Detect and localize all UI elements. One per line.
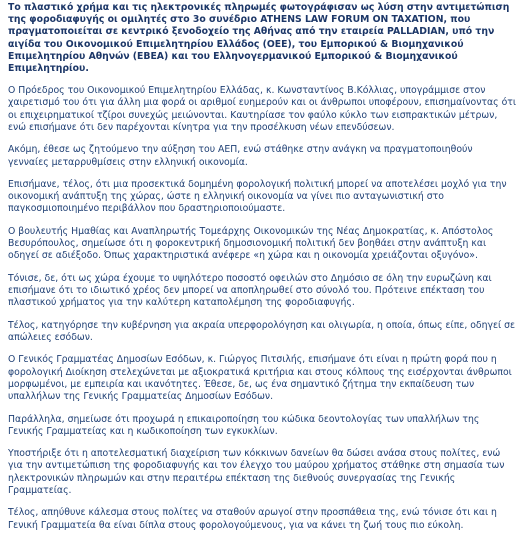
article xyxy=(8,2,516,542)
paragraph: Ο βουλευτής Ημαθίας και Αναπληρωτής Τομεάρχης Οικονομικών της Νέας Δημοκρατίας, κ. Απόστολος Βεσυρόπουλος, σημείωσε ότι η φοροκεντρική δημοσιονομική πολιτική δεν βοηθάει στην ανάπτυξη και οδηγεί σε αδιέξοδο. Όπως χαρακτηριστικά ανέφερε «η χώρα και η οικονομία χρειάζονται οξυγόνο». xyxy=(8,225,494,262)
article-lead: Το πλαστικό χρήμα και τις ηλεκτρονικές πληρωμές φωτογράφισαν ως λύση στην αντιμετώπιση της φοροδιαφυγής οι ομιλητές στο 3ο συνέδριο ATHENS LAW FORUM ON TAXATION, που πραγματοποιείται σε κεντρικό ξενοδοχείο της Αθήνας από την εταιρεία PALLADIAN, υπό την αιγίδα του Οικονομικού Επιμελητηρίου Ελλάδος (ΟΕΕ), του Εμπορικού & Βιομηχανικού Επιμελητηρίου Αθηνών (ΕΒΕΑ) και του Ελληνογερμανικού Εμπορικού & Βιομηχανικού Επιμελητηρίου. xyxy=(8,2,510,75)
paragraph: Τέλος, κατηγόρησε την κυβέρνηση για ακραία υπερφορολόγηση και ολιγωρία, η οποία, όπως είπε, οδηγεί σε απώλειες εσόδων. xyxy=(8,319,516,343)
paragraph: Τόνισε, δε, ότι ως χώρα έχουμε το υψηλότερο ποσοστό οφειλών στο Δημόσιο σε όλη την ευρωζώνη και επισήμανε ότι το ιδιωτικό χρέος δεν μπορεί να αποπληρωθεί στο σύνολό του. Πρότεινε επέκταση του πλαστικού χρήματος για την καλύτερη καταπολέμηση της φοροδιαφυγής. xyxy=(8,272,492,309)
paragraph: Τέλος, απηύθυνε κάλεσμα στους πολίτες να σταθούν αρωγοί στην προσπάθεια της, ενώ τόνισε ότι και η Γενική Γραμματεία θα είναι δίπλα στους φορολογούμενους, για να κάνει τη ζωή τους πιο εύκολη. xyxy=(8,507,497,531)
paragraph: Επισήμανε, τέλος, ότι μια προσεκτικά δομημένη φορολογική πολιτική μπορεί να αποτελέσει μοχλό για την οικονομική ανάπτυξη της χώρας, ώστε η ελληνική οικονομία να γίνει πιο ανταγωνιστική στο παγκοσμιοποιημένο περιβάλλον που δραστηριοποιούμαστε. xyxy=(8,179,507,215)
paragraph: Ο Γενικός Γραμματέας Δημοσίων Εσόδων, κ. Γιώργος Πιτσιλής, επισήμανε ότι είναι η πρώτη φορά που η φορολογική Διοίκηση στελεχώνεται με αξιοκρατικά κριτήρια και στους κόλπους της εισέρχονται άνθρωποι μορφωμένοι, με εμπειρία και ικανότητες. Έθεσε, δε, ως ένα σημαντικό ζήτημα την εκπαίδευση των υπαλλήλων της Γενικής Γραμματείας Δημοσίων Εσόδων. xyxy=(8,354,512,403)
paragraph: Παράλληλα, σημείωσε ότι προχωρά η επικαιροποίηση του κώδικα δεοντολογίας των υπαλλήλων της Γενικής Γραμματείας και η κωδικοποίηση των εγκυκλίων. xyxy=(8,413,480,437)
paragraph: Ο Πρόεδρος του Οικονομικού Επιμελητηρίου Ελλάδας, κ. Κωνσταντίνος Β.Κόλλιας, υπογράμμισε στον χαιρετισμό του ότι για άλλη μια φορά οι αριθμοί ευημερούν και οι άνθρωποι υποφέρουν, επισημαίνοντας ότι οι επιχειρηματικοί τζίροι συνεχώς μειώνονται. Καυτηρίασε τον φαύλο κύκλο των εισπρακτικών μέτρων, ενώ επισήμανε ότι δεν παρέχονται κίνητρα για την προσέλκυση νέων επενδύσεων. xyxy=(8,85,517,133)
paragraph: Ακόμη, έθεσε ως ζητούμενο την αύξηση του ΑΕΠ, ενώ στάθηκε στην ανάγκη να πραγματοποιηθούν γενναίες μεταρρυθμίσεις στην ελληνική οικονομία. xyxy=(8,144,473,168)
paragraph: Υποστήριξε ότι η αποτελεσματική διαχείριση των κόκκινων δανείων θα δώσει ανάσα στους πολίτες, ενώ για την αντιμετώπιση της φοροδιαφυγής και τον έλεγχο του μαύρου χρήματος στάθηκε στη σημασία των ηλεκτρονικών πληρωμών και στην περαιτέρω επέκταση της διεθνούς συνεργασίας της Γενικής Γραμματείας. xyxy=(8,448,505,496)
